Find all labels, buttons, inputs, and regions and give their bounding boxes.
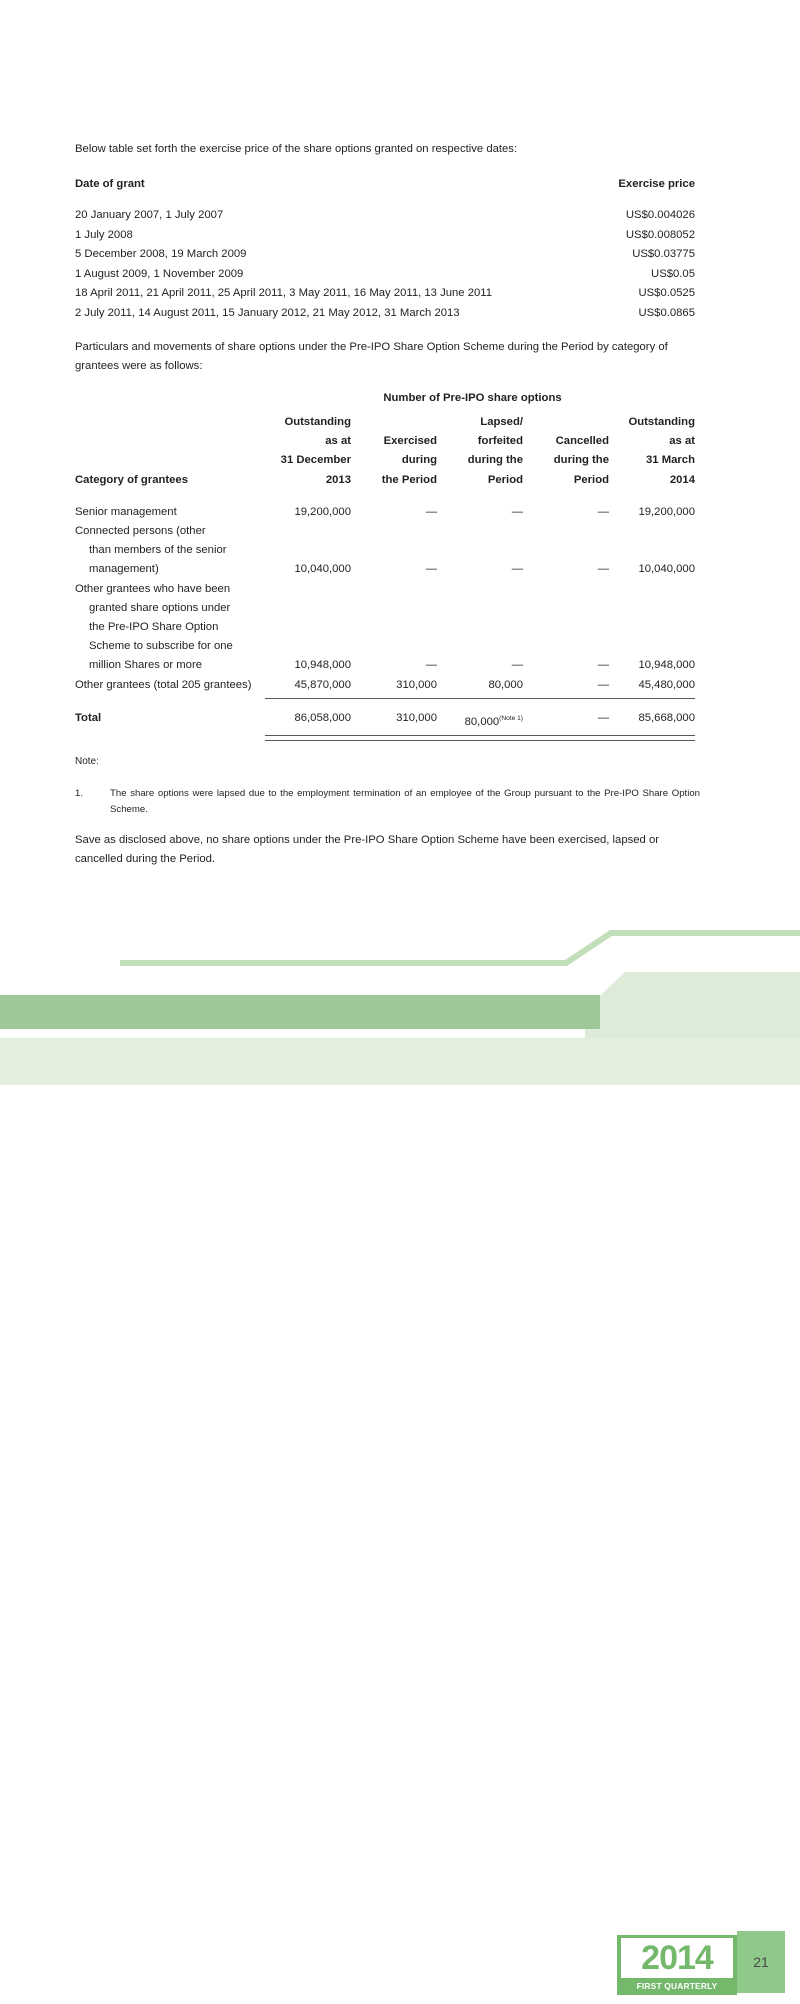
category-line: granted share options under (89, 601, 231, 614)
cell-blank (265, 637, 351, 656)
cell-outstanding-2014: 19,200,000 (638, 505, 695, 518)
subtotal-rule-row (75, 695, 695, 702)
cell-cancelled: — (597, 678, 609, 691)
table-row (75, 560, 695, 579)
table-row (75, 209, 695, 229)
cell-outstanding-2014: 10,040,000 (638, 563, 695, 576)
cell-blank (437, 618, 523, 637)
table-row (75, 541, 695, 560)
footer-green-band (0, 995, 600, 1029)
table-row (75, 287, 695, 307)
intro-paragraph: Below table set forth the exercise price of the share options granted on respective dates: (75, 143, 518, 155)
header-line: 31 March (646, 454, 695, 467)
cell-blank (265, 522, 351, 541)
grant-date: 1 July 2008 (75, 228, 133, 241)
header-line: Outstanding (628, 416, 695, 428)
cell-blank (437, 599, 523, 618)
cell-cancelled: — (597, 563, 609, 576)
header-line (351, 413, 437, 432)
options-table-super-header: Number of Pre-IPO share options (383, 392, 562, 404)
grant-date: 2 July 2011, 14 August 2011, 15 January 2012, 21 May 2012, 31 March 2013 (75, 306, 460, 319)
rule-line (523, 695, 609, 702)
exercise-price: US$0.008052 (625, 228, 695, 241)
row-category (75, 676, 265, 695)
header-line (523, 413, 609, 432)
header-outstanding-2013 (265, 413, 351, 490)
gap-cell (437, 490, 523, 503)
cell-blank (437, 637, 523, 656)
cell-outstanding-2014: 45,480,000 (638, 678, 695, 691)
row-category (75, 580, 265, 599)
gap-cell (351, 490, 437, 503)
table-row (75, 656, 695, 675)
category-line: Other grantees who have been (75, 582, 231, 595)
row-category (75, 656, 265, 675)
header-line: Outstanding (284, 416, 351, 428)
total-cancelled: — (597, 711, 609, 724)
cell-outstanding-2014: 10,948,000 (638, 659, 695, 672)
category-line: Connected persons (other (75, 525, 206, 538)
report-logo (617, 1935, 737, 2003)
rule-spacer (75, 695, 265, 702)
cell-blank (437, 522, 523, 541)
pre-ipo-options-table (75, 413, 695, 741)
cell-blank (609, 618, 695, 637)
total-rule-row (75, 732, 695, 741)
total-row (75, 702, 695, 732)
cell-blank (351, 599, 437, 618)
header-line: during the (553, 454, 609, 467)
logo-year: 2014 (621, 1938, 733, 1978)
spacer-cell (75, 198, 599, 209)
total-lapsed-value: 80,000 (464, 715, 500, 728)
company-name: IGG INC (520, 1950, 600, 1971)
header-lapsed-forfeited (437, 413, 523, 490)
total-lapsed (437, 702, 523, 732)
cell-blank (523, 580, 609, 599)
table-row (75, 307, 695, 327)
rule-double-line (265, 732, 351, 741)
rule-line (609, 695, 695, 702)
footer-thin-line (120, 930, 800, 966)
cell-lapsed: — (511, 563, 523, 576)
cell-outstanding-2013: 45,870,000 (294, 678, 351, 691)
row-category (75, 541, 265, 560)
particulars-paragraph: Particulars and movements of share options under the Pre-IPO Share Option Scheme during the Period by category of grantees were as follows: (75, 341, 668, 372)
pre-ipo-options-table-wrapper (75, 392, 695, 741)
page-footer (0, 930, 800, 2003)
spacer-cell (599, 198, 695, 209)
header-line: forfeited (477, 435, 523, 448)
cell-blank (437, 541, 523, 560)
header-line: Cancelled (555, 435, 609, 448)
cell-blank (609, 580, 695, 599)
closing-paragraph: Save as disclosed above, no share options under the Pre-IPO Share Option Scheme have been exercised, lapsed or cancelled during the Period. (75, 834, 660, 865)
cell-blank (609, 541, 695, 560)
header-line: 2014 (669, 473, 695, 486)
rule-double-line (437, 732, 523, 741)
page-number: 21 (753, 1954, 769, 1970)
total-exercised: 310,000 (396, 711, 437, 724)
total-label: Total (75, 711, 102, 724)
category-line: than members of the senior (89, 544, 227, 557)
header-line: as at (669, 435, 695, 448)
grant-date: 18 April 2011, 21 April 2011, 25 April 2011, 3 May 2011, 16 May 2011, 13 June 2011 (75, 287, 493, 299)
category-line: management) (89, 563, 159, 576)
cell-blank (351, 541, 437, 560)
cell-lapsed: — (511, 505, 523, 518)
header-line: the Period (381, 473, 437, 486)
header-line: 31 December (280, 454, 351, 467)
table-row (75, 580, 695, 599)
cell-outstanding-2013: 10,948,000 (294, 659, 351, 672)
table-row (75, 637, 695, 656)
total-outstanding-2013: 86,058,000 (294, 711, 351, 724)
exercise-price: US$0.05 (651, 267, 695, 280)
grant-date: 5 December 2008, 19 March 2009 (75, 248, 247, 260)
category-line: Senior management (75, 505, 177, 518)
header-cancelled (523, 413, 609, 490)
cell-exercised: — (425, 505, 437, 518)
cell-cancelled: — (597, 659, 609, 672)
rule-double-line (523, 732, 609, 741)
rule-spacer (75, 732, 265, 741)
gap-cell (265, 490, 351, 503)
cell-blank (523, 541, 609, 560)
cell-blank (523, 599, 609, 618)
category-line: Other grantees (total 205 grantees) (75, 678, 252, 691)
cell-lapsed: 80,000 (488, 678, 523, 691)
header-category: Category of grantees (75, 473, 188, 486)
gap-cell (609, 490, 695, 503)
table-row (75, 248, 695, 268)
cell-blank (609, 637, 695, 656)
cell-blank (265, 580, 351, 599)
price-header-date: Date of grant (75, 178, 145, 190)
page-number-box (737, 1931, 785, 1993)
header-exercised (351, 413, 437, 490)
options-header-gap (75, 490, 695, 503)
header-line: during (401, 454, 437, 467)
table-row (75, 522, 695, 541)
note-label: Note: (75, 756, 99, 767)
header-outstanding-2014 (609, 413, 695, 490)
footer-bottom-band (0, 1038, 800, 1085)
row-category (75, 618, 265, 637)
row-category (75, 599, 265, 618)
footer-decoration (0, 930, 800, 1085)
grant-date: 20 January 2007, 1 July 2007 (75, 209, 224, 221)
cell-blank (351, 580, 437, 599)
exercise-price: US$0.004026 (625, 209, 695, 221)
rule-line (265, 695, 351, 702)
note-number: 1. (75, 788, 84, 799)
header-line: during the (467, 454, 523, 467)
cell-blank (265, 618, 351, 637)
gap-cell (75, 490, 265, 503)
category-line: million Shares or more (89, 659, 203, 672)
rule-line (351, 695, 437, 702)
cell-exercised: — (425, 659, 437, 672)
options-header-row (75, 413, 695, 490)
table-row (75, 676, 695, 695)
rule-double-line (609, 732, 695, 741)
row-category (75, 522, 265, 541)
exercise-price: US$0.0525 (638, 287, 695, 299)
cell-blank (265, 599, 351, 618)
price-header-price: Exercise price (618, 178, 695, 190)
header-line: Lapsed/ (480, 416, 523, 428)
exercise-price: US$0.0865 (638, 306, 695, 319)
cell-outstanding-2013: 19,200,000 (294, 505, 351, 518)
category-line: the Pre-IPO Share Option (89, 621, 219, 634)
table-row (75, 599, 695, 618)
cell-outstanding-2013: 10,040,000 (294, 563, 351, 576)
exercise-price-table (75, 178, 695, 326)
row-category (75, 637, 265, 656)
rule-double-line (351, 732, 437, 741)
note-reference: (Note 1) (499, 714, 523, 722)
price-table-header-row (75, 178, 695, 198)
cell-blank (351, 637, 437, 656)
grant-date: 1 August 2009, 1 November 2009 (75, 267, 244, 280)
cell-blank (351, 618, 437, 637)
table-row (75, 618, 695, 637)
cell-cancelled: — (597, 505, 609, 518)
price-table-spacer (75, 198, 695, 209)
cell-exercised: — (425, 563, 437, 576)
rule-line (437, 695, 523, 702)
cell-blank (523, 637, 609, 656)
category-line: Scheme to subscribe for one (89, 640, 233, 653)
header-line: Exercised (383, 435, 437, 448)
cell-exercised: 310,000 (396, 678, 437, 691)
gap-cell (523, 490, 609, 503)
cell-blank (609, 599, 695, 618)
total-outstanding-2014: 85,668,000 (638, 711, 695, 724)
header-line: Period (487, 473, 523, 486)
table-row (75, 229, 695, 249)
cell-blank (351, 522, 437, 541)
table-row (75, 503, 695, 522)
header-line: as at (325, 435, 351, 448)
cell-blank (437, 580, 523, 599)
header-line: 2013 (325, 473, 351, 486)
note-item (75, 786, 700, 818)
logo-caption: FIRST QUARTERLY REPORT (636, 1981, 718, 2003)
cell-lapsed: — (511, 659, 523, 672)
cell-blank (265, 541, 351, 560)
table-row (75, 268, 695, 288)
cell-blank (523, 522, 609, 541)
row-category (75, 503, 265, 522)
cell-blank (609, 522, 695, 541)
header-line: Period (573, 473, 609, 486)
exercise-price: US$0.03775 (632, 248, 695, 260)
cell-blank (523, 618, 609, 637)
note-text: The share options were lapsed due to the employment termination of an employee of the Group pursuant to the Pre-IPO Share Option Scheme. (110, 788, 700, 815)
row-category (75, 560, 265, 579)
